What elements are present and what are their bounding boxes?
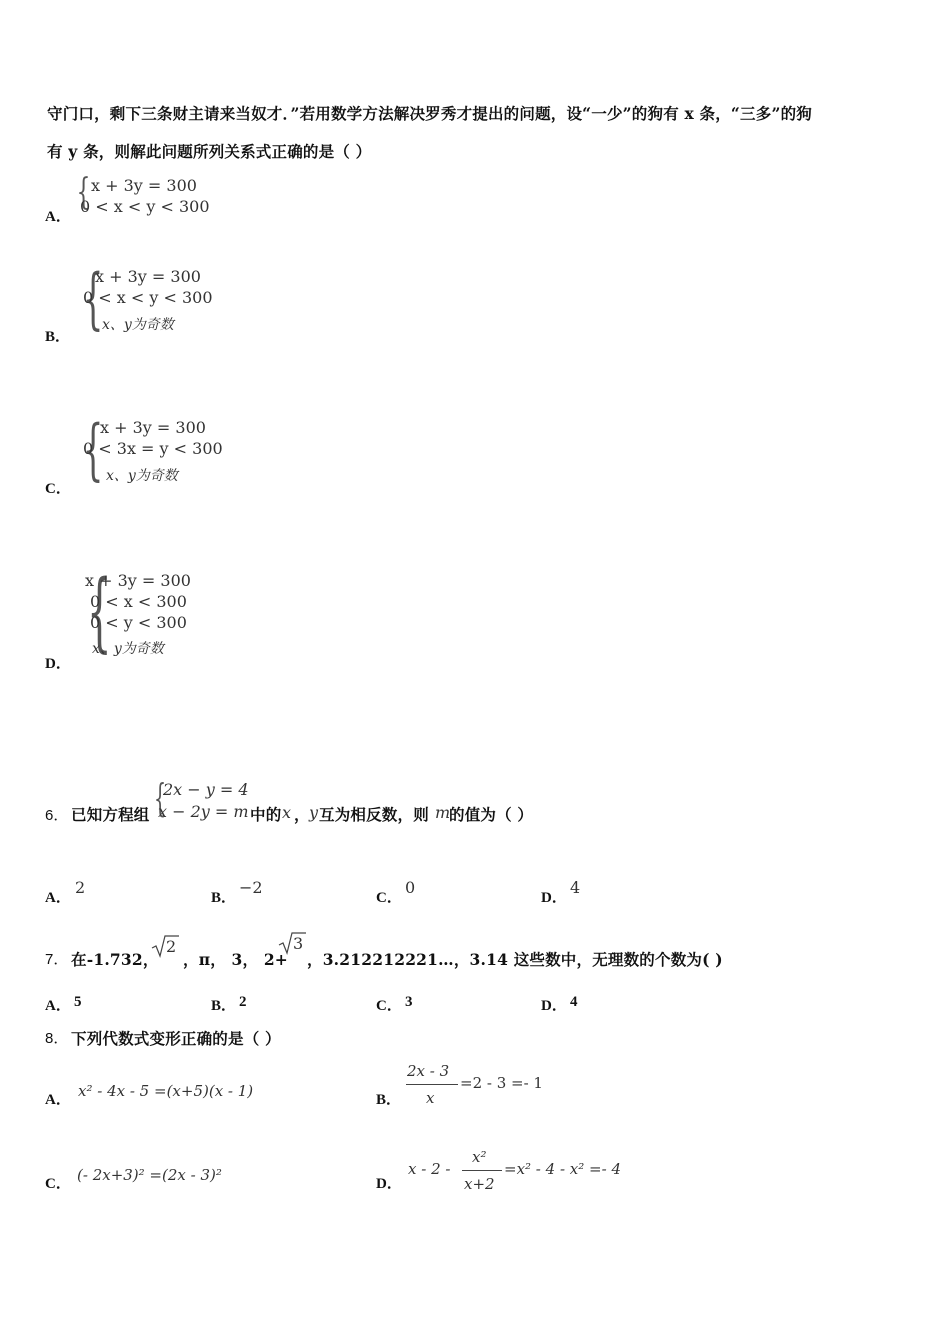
q6-number: 6． (45, 807, 69, 824)
q5-d-line-3: 0 < y < 300 (90, 613, 187, 632)
q5-a-line-1: x + 3y = 300 (91, 176, 197, 195)
q6-system-line-1: 2x − y = 4 (163, 780, 249, 799)
q7-a-label: A． (45, 998, 71, 1014)
q7-option-c[interactable] (376, 994, 496, 1016)
fraction-bar (462, 1170, 502, 1171)
q6-b-value: −2 (239, 878, 263, 897)
q5-b-label: B． (45, 329, 71, 345)
q5-c-line-2: 0 < 3x = y < 300 (83, 439, 223, 458)
q6-a-value: 2 (75, 878, 86, 897)
q6-option-c[interactable] (376, 876, 496, 906)
q6-mid-2: 互为相反数，则 (319, 805, 429, 824)
q5-a-line-2: 0 < x < y < 300 (80, 197, 210, 216)
q7-d-value: 4 (570, 994, 578, 1010)
fraction-bar (406, 1084, 458, 1085)
q8-c-expr: (- 2x+3)² =(2x - 3)² (77, 1166, 222, 1184)
q5-d-label: D． (45, 656, 71, 672)
q5-option-a[interactable] (45, 172, 265, 232)
q8-d-pre: x - 2 - (408, 1160, 451, 1178)
q6-a-label: A． (45, 890, 71, 906)
q7-question (45, 930, 745, 970)
q5-d-line-1: x + 3y = 300 (85, 571, 191, 590)
q8-b-rest: =2 - 3 =- 1 (460, 1074, 543, 1092)
q8-number: 8． (45, 1030, 69, 1047)
q7-text-1: 在-1.732， (71, 950, 159, 969)
q8-text: 下列代数式变形正确的是（ ） (71, 1029, 281, 1048)
q7-sqrt-2 (151, 934, 179, 958)
q6-option-d[interactable] (541, 876, 661, 906)
brace-icon: { (76, 172, 91, 213)
q6-var-m: m (435, 803, 451, 822)
q7-sqrt-3-radicand: 3 (293, 934, 304, 953)
q6-d-value: 4 (570, 878, 581, 897)
q6-prefix: 已知方程组 (71, 805, 150, 824)
q7-option-b[interactable] (211, 994, 331, 1016)
brace-icon: { (82, 411, 104, 488)
q7-b-label: B． (211, 998, 237, 1014)
q5-a-label: A． (45, 209, 71, 225)
q7-option-d[interactable] (541, 994, 661, 1016)
q6-option-b[interactable] (211, 876, 331, 906)
q6-b-label: B． (211, 890, 237, 906)
q6-mid-1: 中的 (250, 805, 282, 824)
q5-c-line-1: x + 3y = 300 (100, 418, 206, 437)
q8-question (45, 1027, 445, 1049)
q5-option-d[interactable] (45, 562, 265, 672)
q7-text-2: ，π， 3， 2+ (183, 950, 288, 969)
q7-b-value: 2 (239, 994, 247, 1010)
q8-option-b[interactable] (376, 1058, 596, 1118)
q6-option-a[interactable] (45, 876, 165, 906)
q8-d-numerator: x² (472, 1148, 487, 1166)
q7-text-3: ，3.212212221…，3.14 这些数中，无理数的个数为( ) (307, 950, 723, 969)
q5-d-line-2: 0 < x < 300 (90, 592, 187, 611)
q5-option-b[interactable] (45, 260, 275, 345)
q7-c-value: 3 (405, 994, 413, 1010)
q8-d-label: D． (376, 1176, 402, 1192)
q8-option-c[interactable] (45, 1162, 345, 1192)
intro-line-2: 有 y 条，则解此问题所列关系式正确的是（ ） (47, 142, 372, 161)
q6-suffix: 的值为（ ） (449, 805, 534, 824)
q5-option-c[interactable] (45, 411, 285, 497)
q5-c-label: C． (45, 481, 71, 497)
q5-d-line-4: x、y为奇数 (92, 641, 164, 657)
q8-a-label: A． (45, 1092, 71, 1108)
q8-option-a[interactable] (45, 1078, 345, 1108)
q6-system-line-2: x − 2y = m (158, 802, 249, 821)
brace-icon: { (154, 776, 167, 820)
q8-d-rest: =x² - 4 - x² =- 4 (504, 1160, 621, 1178)
q6-var-x: x (282, 803, 292, 822)
q8-b-numerator: 2x - 3 (407, 1062, 450, 1080)
q7-option-a[interactable] (45, 994, 165, 1016)
q8-d-denominator: x+2 (464, 1175, 495, 1193)
q7-sqrt-3 (278, 931, 306, 955)
q8-c-label: C． (45, 1176, 71, 1192)
q7-number: 7． (45, 951, 69, 968)
q7-c-label: C． (376, 998, 402, 1014)
q6-c-label: C． (376, 890, 402, 906)
q8-b-label: B． (376, 1092, 402, 1108)
intro-line-1: 守门口，剩下三条财主请来当奴才．”若用数学方法解决罗秀才提出的问题，设“一少”的狗有 x 条，“三多”的狗 (47, 104, 812, 123)
q6-question (45, 778, 645, 828)
q8-b-denominator: x (426, 1089, 435, 1107)
brace-icon: { (87, 562, 112, 662)
q7-sqrt-2-radicand: 2 (166, 937, 177, 956)
q7-d-label: D． (541, 998, 567, 1014)
q6-var-y: y (309, 803, 319, 822)
q8-option-d[interactable] (376, 1144, 696, 1204)
q6-c-value: 0 (405, 878, 416, 897)
brace-icon: { (82, 260, 104, 337)
q8-a-expr: x² - 4x - 5 =(x+5)(x - 1) (78, 1082, 254, 1100)
q6-comma: ， (294, 805, 310, 824)
q5-b-line-1: x + 3y = 300 (95, 267, 201, 286)
q5-b-line-2: 0 < x < y < 300 (83, 288, 213, 307)
q5-b-line-3: x、y为奇数 (102, 317, 174, 333)
q7-a-value: 5 (74, 994, 82, 1010)
q5-c-line-3: x、y为奇数 (106, 468, 178, 484)
q6-d-label: D． (541, 890, 567, 906)
